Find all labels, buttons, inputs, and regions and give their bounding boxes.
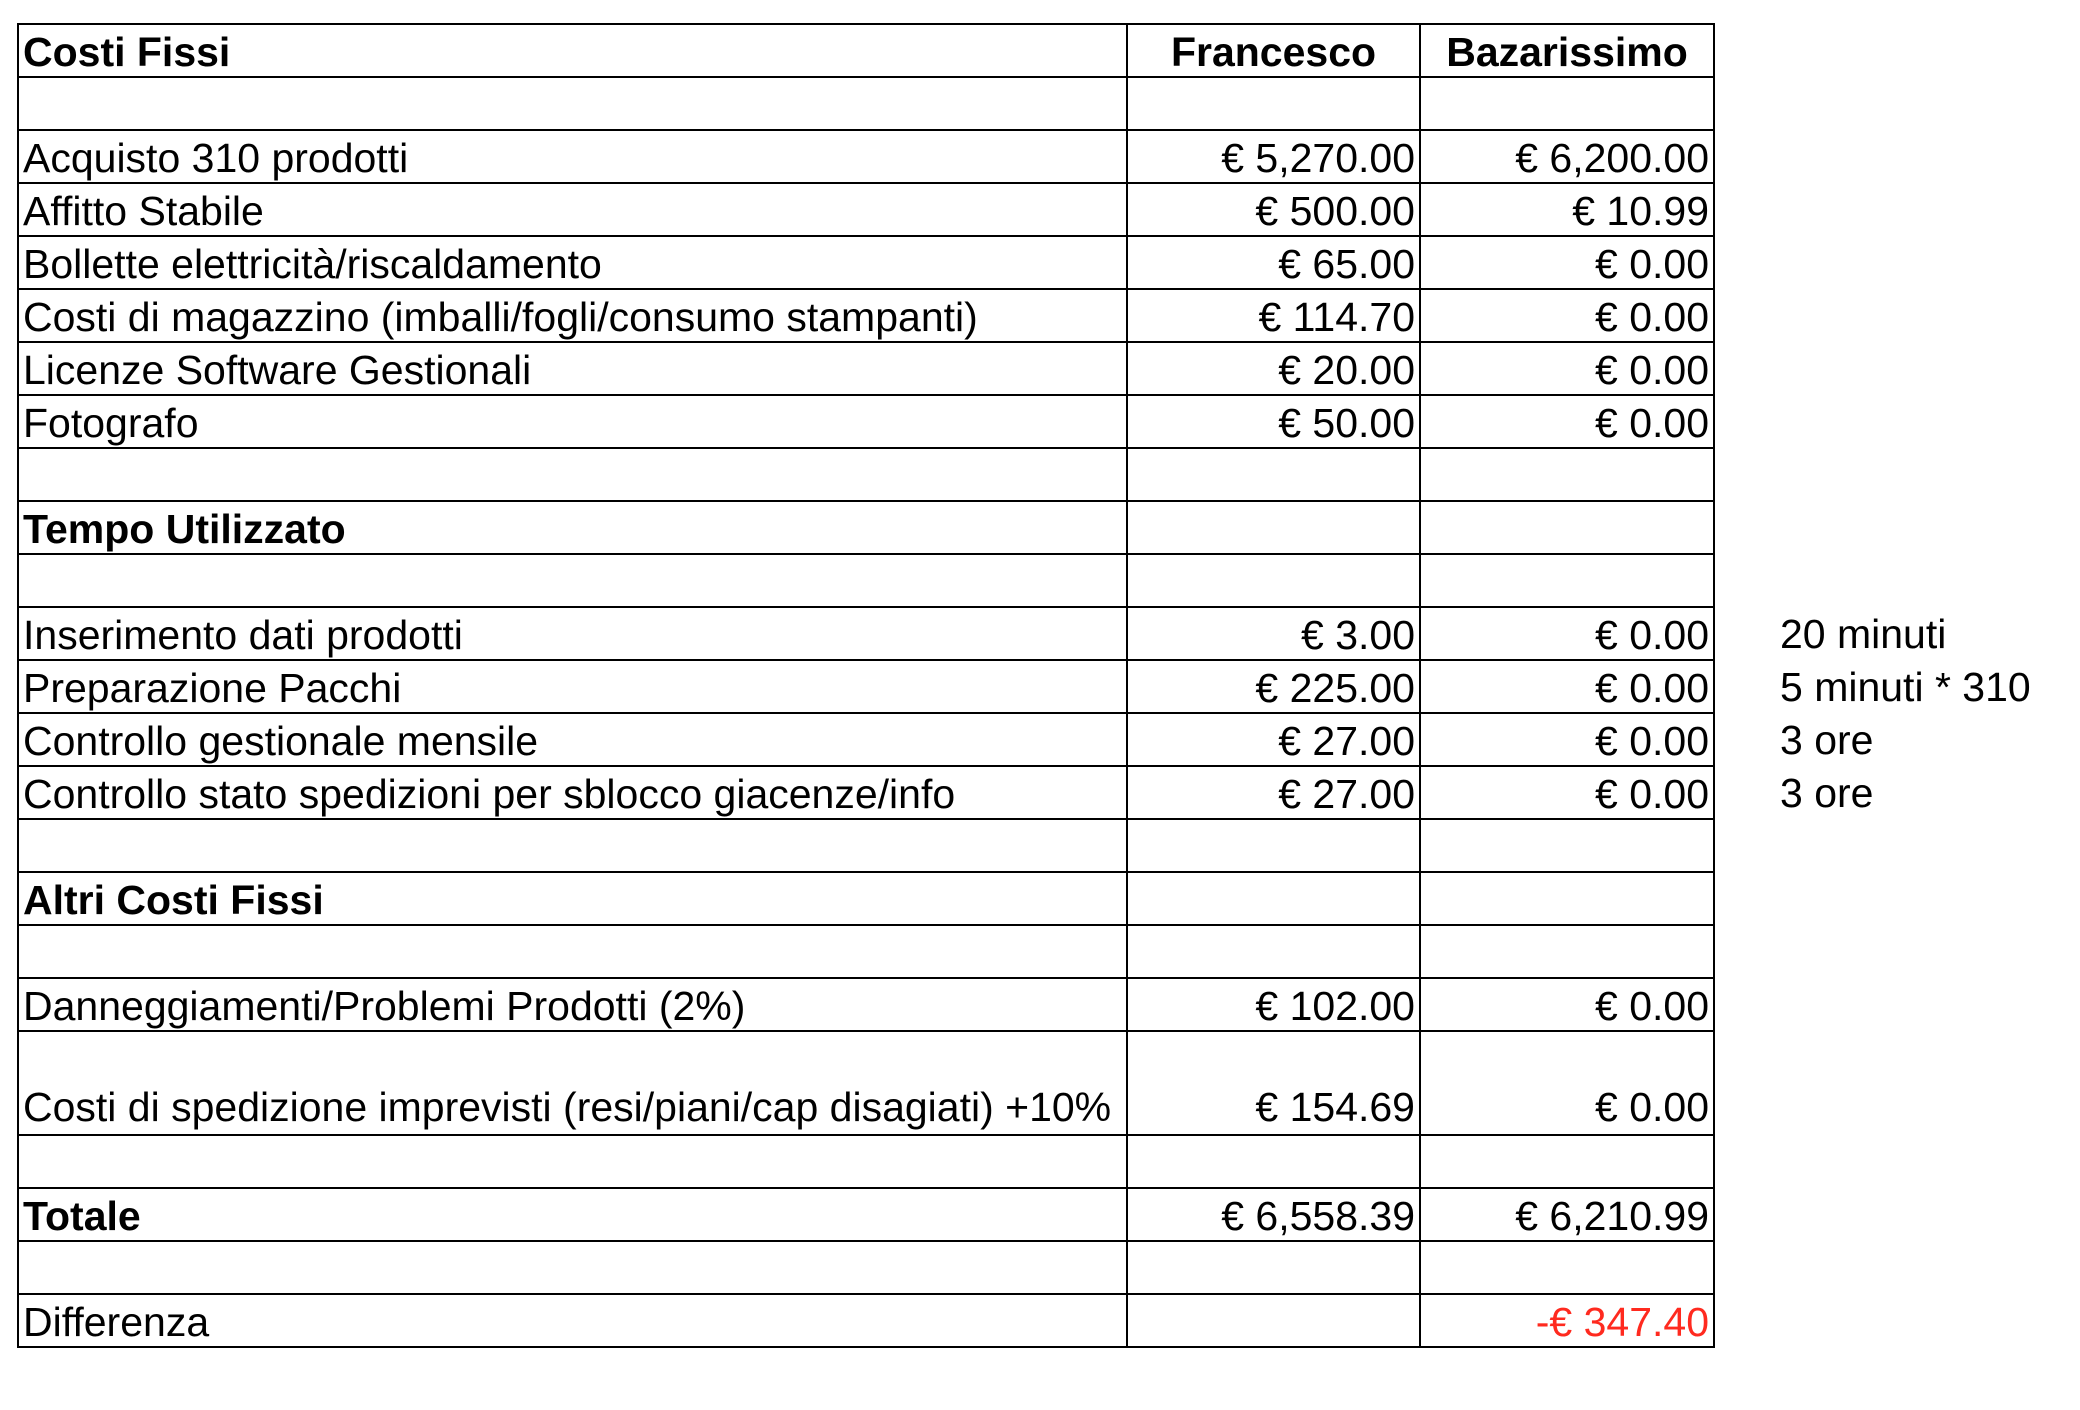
francesco-value-cell: € 102.00 [1127,978,1420,1031]
table-row [18,554,1714,607]
bazarissimo-value-cell [1420,77,1714,130]
row-label-cell: Fotografo [18,395,1127,448]
difference-value-cell: -€ 347.40 [1420,1294,1714,1347]
francesco-value-cell [1127,554,1420,607]
bazarissimo-value-cell: € 0.00 [1420,289,1714,342]
row-label-cell: Costi di magazzino (imballi/fogli/consumo stampanti) [18,289,1127,342]
bazarissimo-value-cell: € 0.00 [1420,1031,1714,1135]
row-label-cell: Costi di spedizione imprevisti (resi/piani/cap disagiati) +10% [18,1031,1127,1135]
row-label-cell: Licenze Software Gestionali [18,342,1127,395]
bazarissimo-value-cell [1420,872,1714,925]
bazarissimo-value-cell: € 10.99 [1420,183,1714,236]
table-row [18,1135,1714,1188]
row-label-cell: Preparazione Pacchi [18,660,1127,713]
row-label-cell: Altri Costi Fissi [18,872,1127,925]
header-cell-bazarissimo: Bazarissimo [1420,24,1714,77]
francesco-value-cell: € 5,270.00 [1127,130,1420,183]
francesco-value-cell [1127,1241,1420,1294]
bazarissimo-value-cell: € 0.00 [1420,978,1714,1031]
bazarissimo-value-cell: € 6,210.99 [1420,1188,1714,1241]
table-row [18,130,1714,183]
francesco-value-cell: € 3.00 [1127,607,1420,660]
table-row [18,1241,1714,1294]
francesco-value-cell [1127,1135,1420,1188]
francesco-value-cell [1127,501,1420,554]
francesco-value-cell [1127,77,1420,130]
table-row [18,660,1714,713]
table-row [18,819,1714,872]
bazarissimo-value-cell: € 0.00 [1420,342,1714,395]
table-row [18,289,1714,342]
table-row [18,713,1714,766]
row-label-cell [18,554,1127,607]
francesco-value-cell: € 6,558.39 [1127,1188,1420,1241]
table-row [18,448,1714,501]
bazarissimo-value-cell [1420,819,1714,872]
side-note: 20 minuti [1780,611,1947,657]
row-label-cell [18,448,1127,501]
row-label-cell [18,1135,1127,1188]
table-row [18,77,1714,130]
bazarissimo-value-cell [1420,554,1714,607]
francesco-value-cell: € 114.70 [1127,289,1420,342]
francesco-value-cell: € 500.00 [1127,183,1420,236]
header-cell-francesco: Francesco [1127,24,1420,77]
francesco-value-cell [1127,819,1420,872]
table-row [18,395,1714,448]
bazarissimo-value-cell [1420,501,1714,554]
side-note: 3 ore [1780,717,1874,763]
row-label-cell: Bollette elettricità/riscaldamento [18,236,1127,289]
francesco-value-cell [1127,448,1420,501]
row-label-cell [18,925,1127,978]
row-label-cell: Affitto Stabile [18,183,1127,236]
row-label-cell: Controllo gestionale mensile [18,713,1127,766]
row-label-cell: Acquisto 310 prodotti [18,130,1127,183]
bazarissimo-value-cell [1420,1241,1714,1294]
bazarissimo-value-cell: € 0.00 [1420,607,1714,660]
row-label-cell [18,77,1127,130]
row-label-cell: Totale [18,1188,1127,1241]
side-note: 3 ore [1780,770,1874,816]
table-row [18,183,1714,236]
bazarissimo-value-cell: € 0.00 [1420,660,1714,713]
bazarissimo-value-cell [1420,925,1714,978]
table-row [18,872,1714,925]
table-row [18,978,1714,1031]
row-label-cell [18,819,1127,872]
bazarissimo-value-cell [1420,448,1714,501]
table-row [18,766,1714,819]
table-row [18,501,1714,554]
bazarissimo-value-cell: € 0.00 [1420,395,1714,448]
row-label-cell: Danneggiamenti/Problemi Prodotti (2%) [18,978,1127,1031]
side-note: 5 minuti * 310 [1780,664,2031,710]
bazarissimo-value-cell: € 0.00 [1420,713,1714,766]
francesco-value-cell: € 27.00 [1127,713,1420,766]
francesco-value-cell: € 27.00 [1127,766,1420,819]
row-label-cell [18,1241,1127,1294]
row-label-cell: Differenza [18,1294,1127,1347]
bazarissimo-value-cell: € 0.00 [1420,766,1714,819]
table-row [18,607,1714,660]
row-label-cell: Inserimento dati prodotti [18,607,1127,660]
table-row [18,925,1714,978]
bazarissimo-value-cell: € 6,200.00 [1420,130,1714,183]
francesco-value-cell: € 225.00 [1127,660,1420,713]
francesco-value-cell: € 50.00 [1127,395,1420,448]
cost-comparison-table [17,23,1715,1348]
francesco-value-cell [1127,925,1420,978]
francesco-value-cell: € 154.69 [1127,1031,1420,1135]
table-row [18,236,1714,289]
row-label-cell: Controllo stato spedizioni per sblocco giacenze/info [18,766,1127,819]
header-cell-costi-fissi: Costi Fissi [18,24,1127,77]
table-row [18,1031,1714,1135]
header-row [18,24,1714,77]
table-row [18,1188,1714,1241]
francesco-value-cell: € 20.00 [1127,342,1420,395]
francesco-value-cell: € 65.00 [1127,236,1420,289]
bazarissimo-value-cell: € 0.00 [1420,236,1714,289]
table-row [18,342,1714,395]
table-row [18,1294,1714,1347]
francesco-value-cell [1127,872,1420,925]
francesco-value-cell [1127,1294,1420,1347]
row-label-cell: Tempo Utilizzato [18,501,1127,554]
bazarissimo-value-cell [1420,1135,1714,1188]
